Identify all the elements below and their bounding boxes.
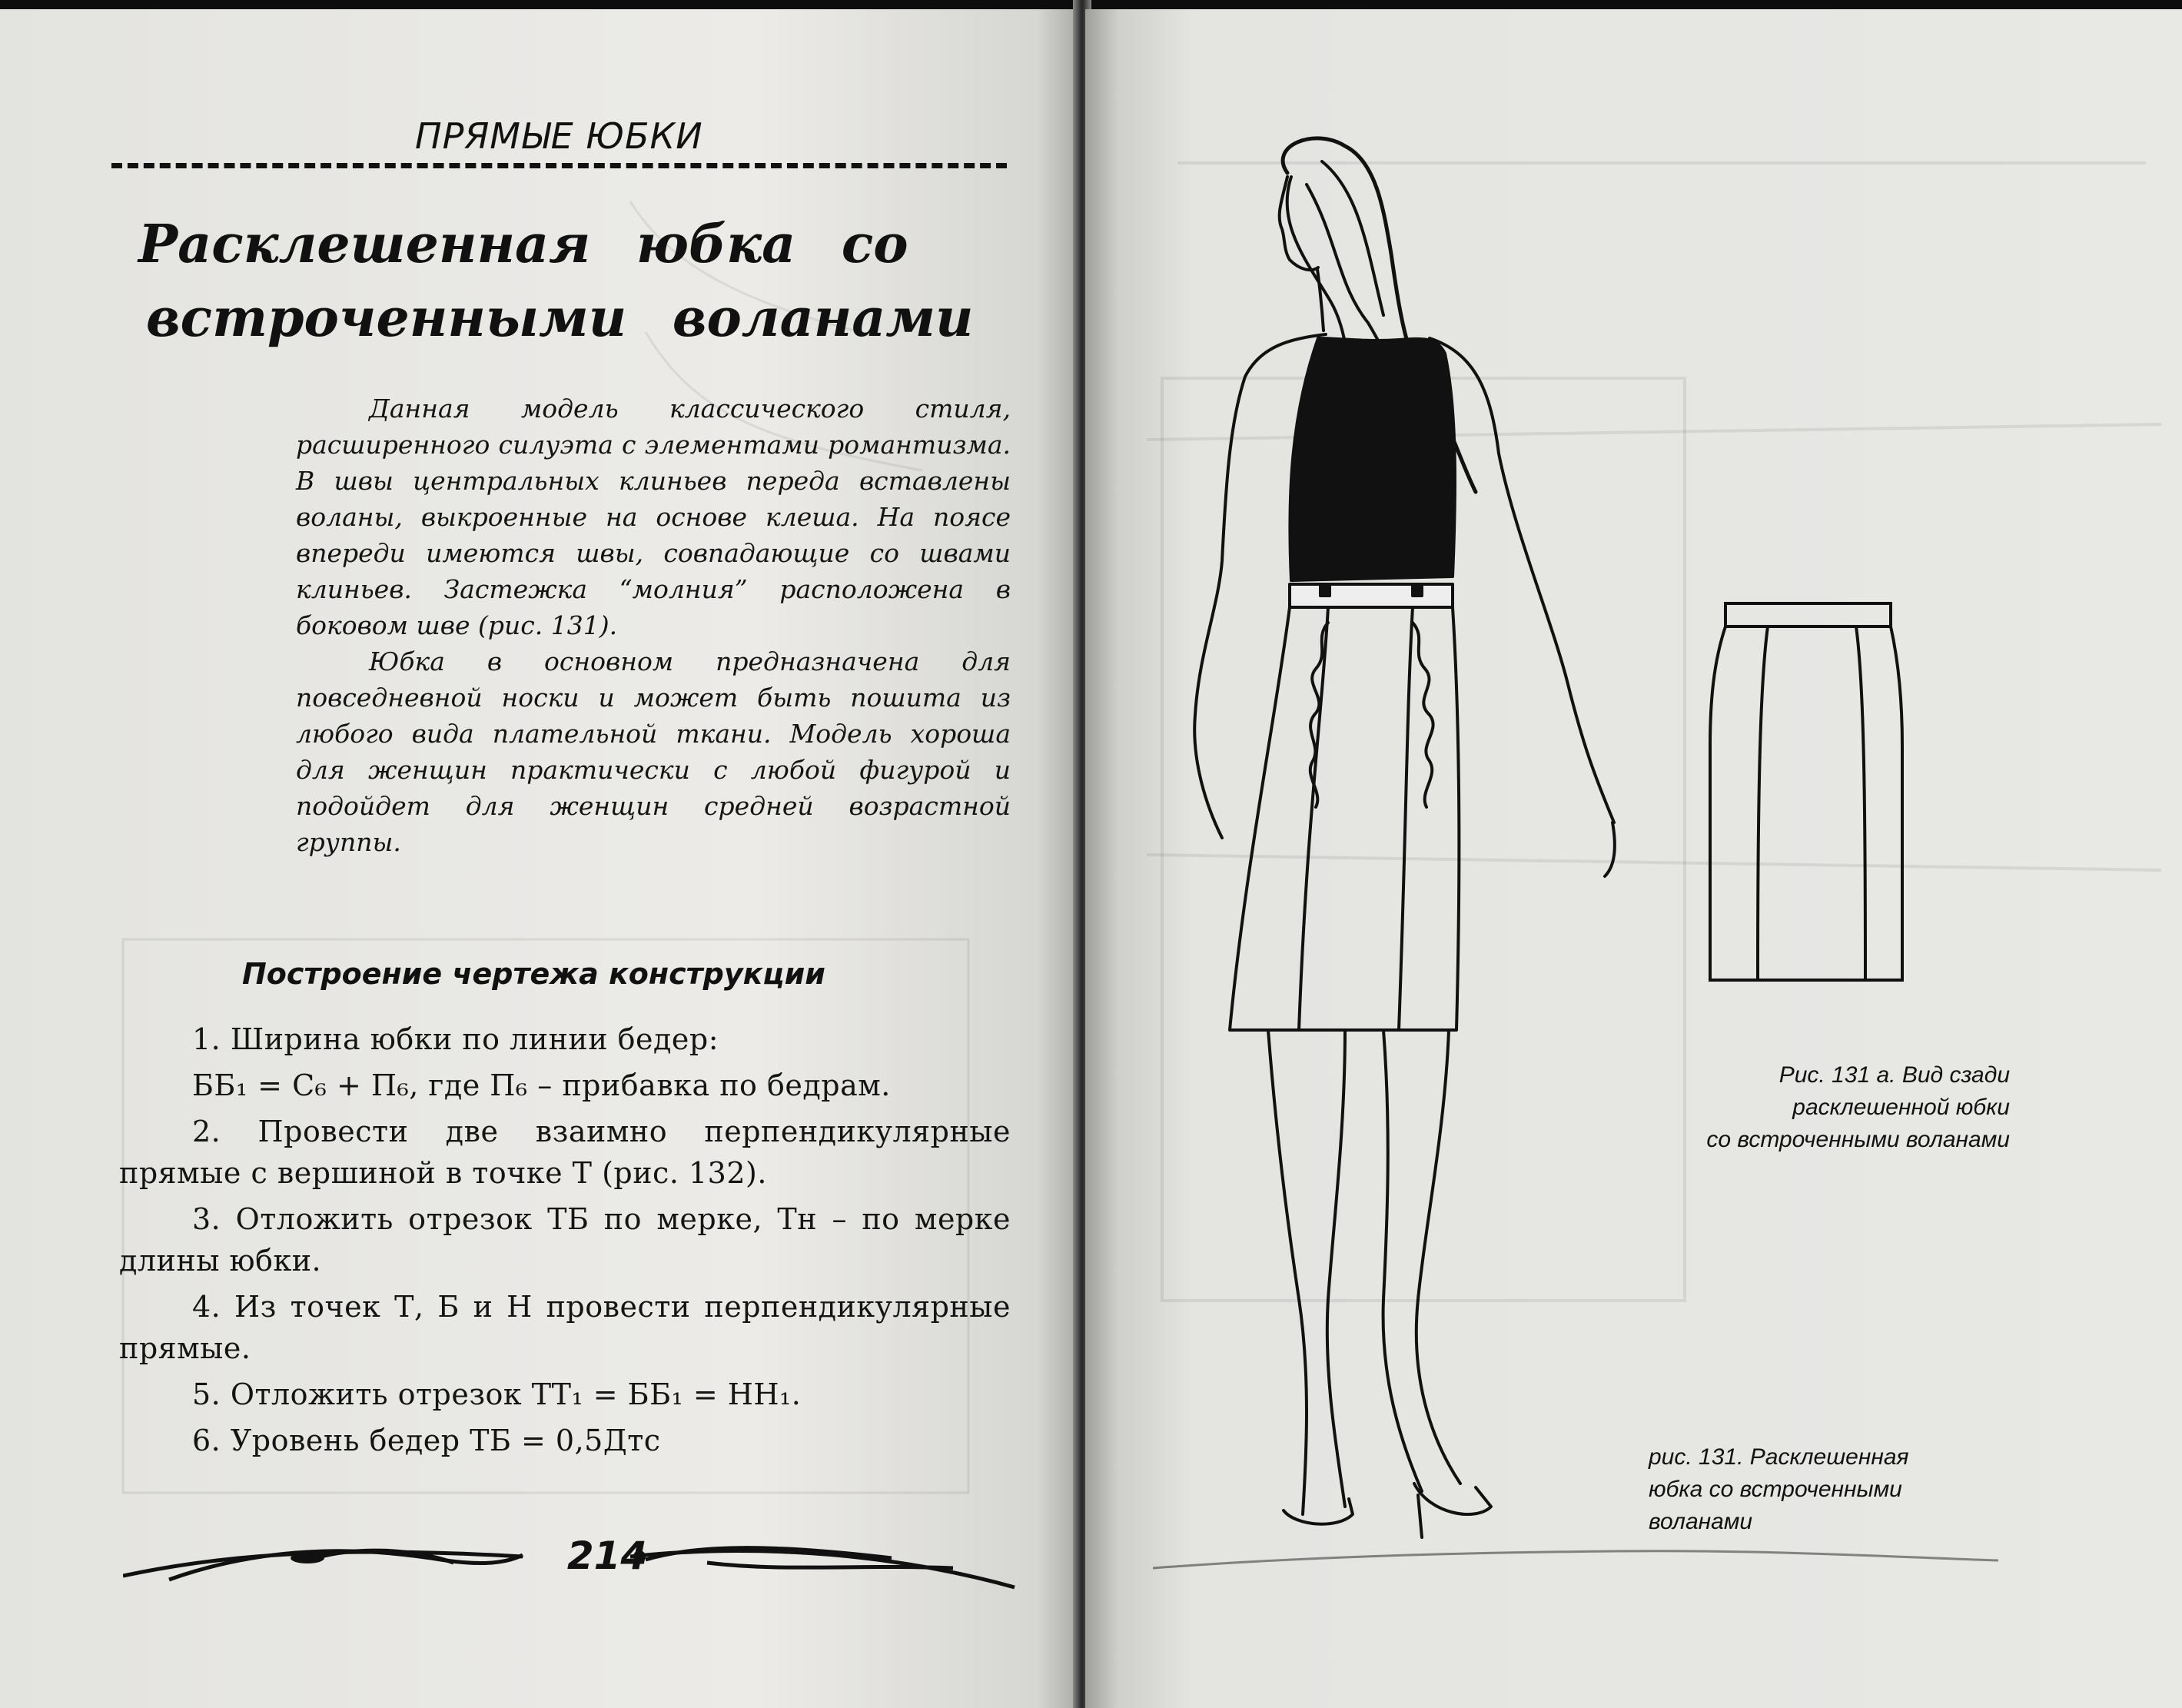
article-title bbox=[138, 208, 999, 355]
running-head: ПРЯМЫЕ ЮБКИ bbox=[415, 115, 703, 157]
step-5: 5. Отложить отрезок ТТ₁ = ББ₁ = НН₁. bbox=[192, 1377, 802, 1411]
page-number: 214 bbox=[566, 1534, 648, 1578]
caption-131-line-3: воланами bbox=[1649, 1509, 1753, 1534]
intro-text bbox=[296, 390, 1011, 860]
caption-131-line-1: рис. 131. Расклешенная bbox=[1649, 1444, 1909, 1470]
caption-131a-line-2: расклешенной юбки bbox=[1792, 1095, 2010, 1120]
fashion-figure-illustration bbox=[1153, 131, 1629, 1568]
skirt-back-view-drawing bbox=[1702, 592, 1918, 999]
step-4: 4. Из точек Т, Б и Н провести перпендикулярные прямые. bbox=[119, 1290, 1011, 1365]
dashed-rule bbox=[111, 163, 1007, 168]
step-1: 1. Ширина юбки по линии бедер: bbox=[192, 1022, 719, 1056]
step-2: 2. Провести две взаимно перпендикулярные прямые с вершиной в точке Т (рис. 132). bbox=[119, 1115, 1011, 1190]
caption-131 bbox=[1649, 1441, 2002, 1538]
title-line-1: Расклешенная юбка со bbox=[138, 214, 908, 275]
caption-131a-line-1: Рис. 131 а. Вид сзади bbox=[1778, 1062, 2010, 1088]
floor-sketch-line bbox=[1153, 1530, 1998, 1576]
intro-paragraph-2: Юбка в основном предназначена для повседневной носки и может быть пошита из любого вида плательной ткани. Модель хороша для женщин практически с любой фигурой и подойдет для женщин средней возрастной группы. bbox=[296, 646, 1011, 857]
section-subheading: Построение чертежа конструкции bbox=[242, 957, 825, 991]
step-6: 6. Уровень бедер ТБ = 0,5Дтс bbox=[192, 1424, 661, 1457]
construction-steps bbox=[119, 1018, 1011, 1466]
page-footer-ornament bbox=[123, 1526, 1030, 1595]
caption-131a bbox=[1591, 1059, 2010, 1156]
caption-131-line-2: юбка со встроченными bbox=[1649, 1477, 1902, 1502]
step-3: 3. Отложить отрезок ТБ по мерке, Тн – по мерке длины юбки. bbox=[119, 1202, 1011, 1278]
title-line-2: встроченными воланами bbox=[146, 287, 974, 349]
intro-paragraph-1: Данная модель классического стиля, расширенного силуэта с элементами романтизма. В швы центральных клиньев переда вставлены воланы, выкроенные на основе клеша. На поясе впереди имеются швы, совпадающие со швами клиньев. Застежка “молния” расположена в боковом шве (рис. 131). bbox=[296, 394, 1011, 640]
caption-131a-line-3: со встроченными воланами bbox=[1706, 1127, 2010, 1152]
step-1-formula: ББ₁ = С₆ + П₆, где П₆ – прибавка по бедрам. bbox=[192, 1068, 891, 1102]
